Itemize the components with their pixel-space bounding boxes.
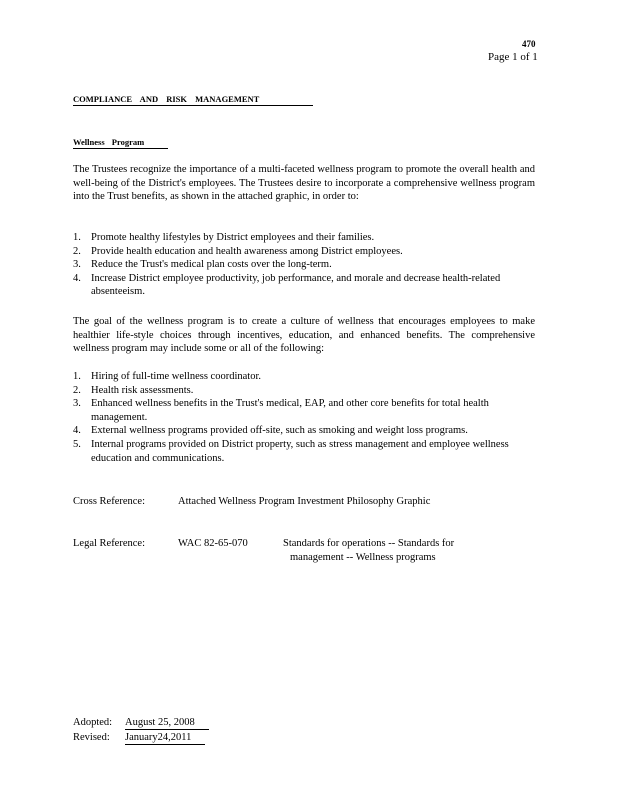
list-item-number: 1. [73, 371, 81, 382]
list-item [73, 397, 535, 424]
legal-reference-code: WAC 82-65-070 [178, 538, 248, 549]
list-item-text: Internal programs provided on District property, such as stress management and employee wellness education and communications. [91, 438, 509, 464]
policy-number: 470 [522, 39, 536, 49]
list-item-number: 3. [73, 259, 81, 271]
list-item [73, 231, 535, 245]
list-item-text: Increase District employee productivity, job performance, and morale and decrease health-related absenteeism. [91, 272, 501, 298]
adopted-date-row [73, 716, 209, 730]
legal-reference [73, 537, 455, 563]
revised-label: Revised: [73, 732, 110, 743]
list-item-text: Reduce the Trust's medical plan costs over the long-term. [91, 259, 332, 271]
list-item [73, 258, 535, 272]
list-item [73, 424, 535, 438]
adopted-label: Adopted: [73, 717, 113, 728]
list-item [73, 245, 535, 259]
components-list [73, 370, 535, 465]
list-item-number: 4. [73, 425, 81, 437]
list-item-number: 3. [73, 398, 81, 410]
page-indicator: Page 1 of 1 [488, 51, 538, 63]
section-title: COMPLIANCE AND RISK MANAGEMENT [73, 94, 313, 106]
revised-date-row [73, 731, 205, 745]
list-item-text: Provide health education and health awareness among District employees. [91, 245, 403, 257]
list-item-number: 5. [73, 438, 81, 450]
list-item [73, 438, 535, 465]
goals-list [73, 231, 535, 299]
cross-reference-value: Attached Wellness Program Investment Philosophy Graphic [178, 496, 431, 507]
goal-paragraph: The goal of the wellness program is to create a culture of wellness that encourages employees to make healthier life-style choices through incentives, education, and enhanced benefits. The comprehensive wellness program may include some or all of the following: [73, 316, 535, 355]
list-item-number: 2. [73, 245, 81, 257]
legal-reference-desc-line1: Standards for operations -- Standards for [283, 538, 455, 549]
list-item-number: 1. [73, 232, 81, 243]
list-item-text: Enhanced wellness benefits in the Trust's medical, EAP, and other core benefits for total health management. [91, 398, 489, 423]
list-item-text: Health risk assessments. [91, 384, 194, 396]
list-item [73, 370, 535, 384]
list-item [73, 384, 535, 398]
list-item-text: Hiring of full-time wellness coordinator. [91, 371, 262, 382]
legal-reference-label: Legal Reference: [73, 538, 145, 549]
list-item-number: 4. [73, 272, 81, 284]
list-item-number: 2. [73, 384, 81, 396]
policy-title: Wellness Program [73, 137, 168, 149]
list-item-text: Promote healthy lifestyles by District employees and their families. [91, 232, 375, 243]
intro-paragraph: The Trustees recognize the importance of a multi-faceted wellness program to promote the overall health and well-being of the District's employees. The Trustees desire to incorporate a comprehensive wellness program into the Trust benefits, as shown in the attached graphic, in order to: [73, 164, 535, 203]
list-item [73, 272, 535, 299]
legal-reference-description [283, 537, 513, 564]
legal-reference-desc-line2: management -- Wellness programs [290, 551, 436, 563]
cross-reference [73, 495, 430, 509]
cross-reference-label: Cross Reference: [73, 496, 146, 507]
list-item-text: External wellness programs provided off-site, such as smoking and weight loss programs. [91, 425, 468, 437]
revised-date: January24,2011 [125, 731, 205, 745]
adopted-date: August 25, 2008 [125, 716, 209, 730]
